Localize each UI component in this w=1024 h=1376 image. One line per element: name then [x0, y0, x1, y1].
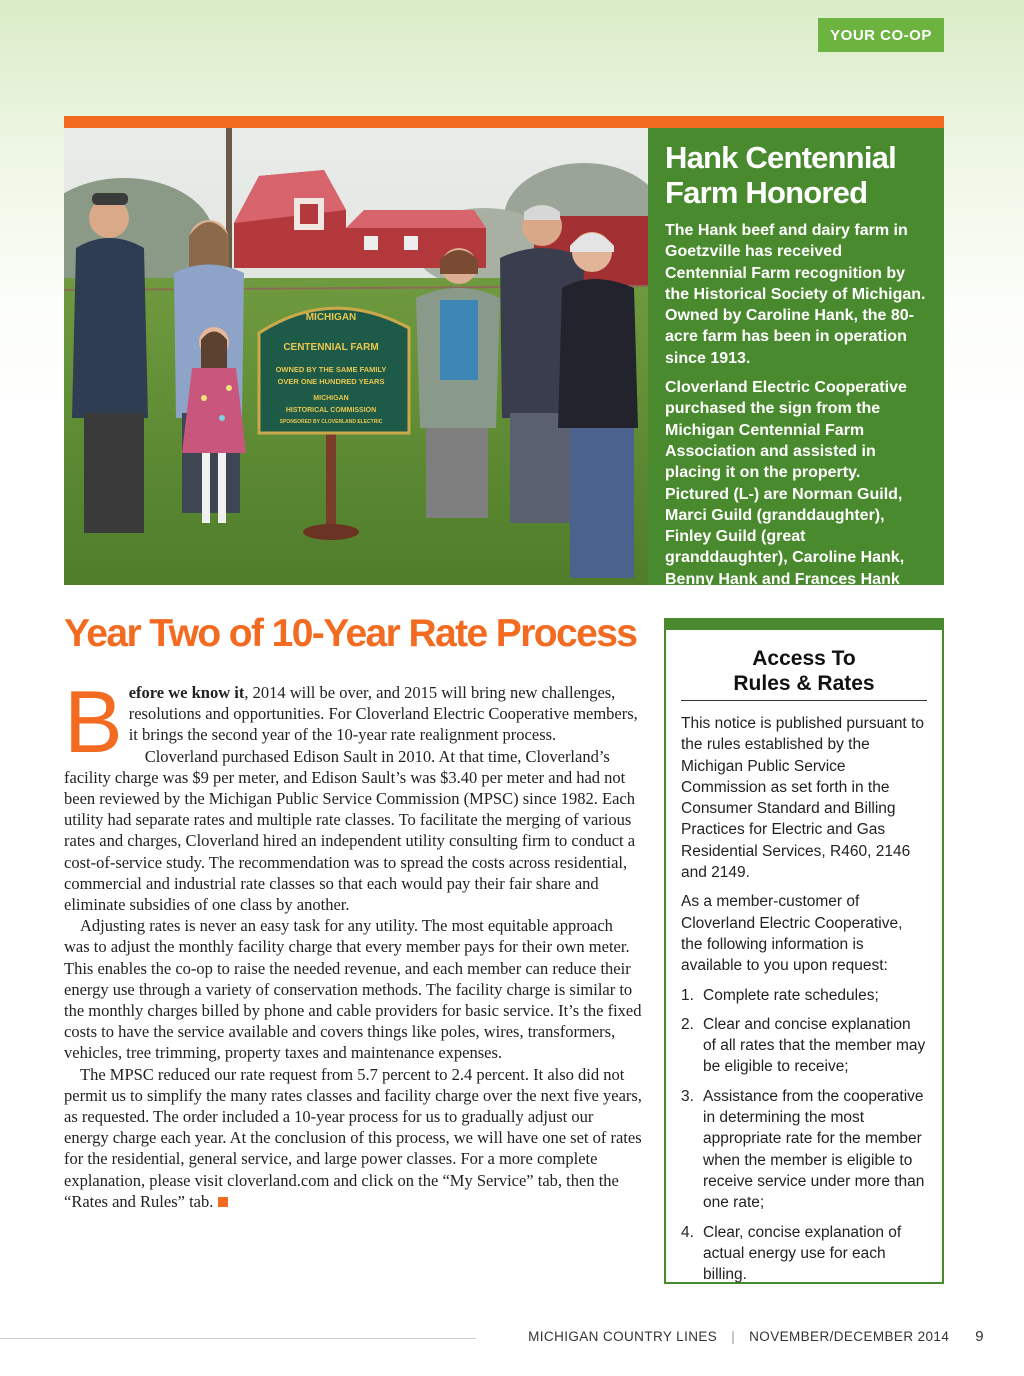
page-number: 9 [975, 1328, 984, 1345]
list-item [681, 985, 927, 1006]
end-of-article-mark [218, 1197, 228, 1207]
footer-separator: | [731, 1329, 736, 1344]
list-item-text: Assistance from the cooperative in determining the most appropriate rate for the member when the member is eligible to receive service under more than one rate; [703, 1087, 925, 1212]
rules-rates-sidebar [664, 618, 944, 1284]
list-item-text: Clear, concise explanation of actual energy use for each billing. [703, 1223, 902, 1284]
caption-paragraph: The Hank beef and dairy farm in Goetzville has received Centennial Farm recognition by the Historical Society of Michigan. Owned by Caroline Hank, the 80-acre farm has been in operation since 1913. [665, 222, 926, 367]
caption-title-line1: Hank Centennial [665, 140, 896, 175]
article-paragraph: Cloverland purchased Edison Sault in 2010. At that time, Cloverland’s facility charge was $9 per meter, and Edison Sault’s was $3.40 per meter and had not been reviewed by the Michigan Public Service Commission (MPSC) since 1982. Each utility had separate rates and multiple rate classes. To facilitate the merging of various rates and charges, Cloverland hired an independent utility consulting firm to conduct a cost-of-service study. The recommendation was to spread the costs across residential, commercial and industrial rate classes so that each would pay their fair share and eliminate subsidies of one class by another. [64, 746, 636, 915]
sidebar-paragraph: As a member-customer of Cloverland Electric Cooperative, the following information is available to you upon request: [681, 893, 903, 975]
list-item [681, 1014, 927, 1078]
section-tag: YOUR CO-OP [818, 18, 944, 52]
sidebar-title-line2: Rules & Rates [733, 672, 875, 695]
article-headline: Year Two of 10-Year Rate Process [64, 612, 637, 655]
list-item [681, 1086, 927, 1214]
list-item-text: Clear and concise explanation of all rates that the member may be eligible to receive; [703, 1015, 926, 1076]
list-item [681, 1222, 927, 1286]
article-lead-in: efore we know it [128, 683, 245, 702]
list-number: 2. [681, 1015, 694, 1033]
sidebar-title [681, 646, 927, 701]
sidebar-title-line1: Access To [752, 647, 856, 670]
footer-rule [0, 1338, 476, 1339]
sign-text-line: OWNED BY THE SAME FAMILY [275, 365, 387, 374]
sidebar-paragraph: This notice is published pursuant to the rules established by the Michigan Public Service Commission as set forth in the Consumer Standard and Billing Practices for Electric and Gas Residential Services, R460, 2146 and 2149. [681, 715, 924, 882]
list-number: 3. [681, 1087, 694, 1105]
article-paragraph-text: , 2014 will be over, and 2015 will bring new challenges, resolutions and opportunities. For Cloverland Electric Cooperative members, it brings the second year of the 10-year rate realignment process. [128, 683, 638, 745]
drop-cap: B [64, 672, 123, 771]
farm-photo [64, 128, 648, 585]
caption-paragraph: Cloverland Electric Cooperative purchased the sign from the Michigan Centennial Farm Association and assisted in placing it on the property. Pictured (L-) are Norman Guild, Marci Guild (granddaughter), Finley Guild (great granddaughter), Caroline Hank, Benny Hank and Frances Hank (daughter). [665, 379, 907, 610]
sign-text-line: SPONSORED BY CLOVERLAND ELECTRIC [279, 419, 383, 425]
sign-text-line: HISTORICAL COMMISSION [285, 407, 377, 414]
article-paragraph-text: The MPSC reduced our rate request from 5.7 percent to 2.4 percent. It also did not permit us to simplify the many rates classes and facility charge over the next five years, as requested. The order included a 10-year process for us to gradually adjust our energy charge each year. At the conclusion of this process, we will have one set of rates for the residential, general service, and large power classes. For a more complete explanation, please visit cloverland.com and click on the “My Service” tab, then the “Rates and Rules” tab. [64, 1064, 642, 1211]
sign-text-line: MICHIGAN [313, 395, 349, 402]
article-paragraph: Adjusting rates is never an easy task for any utility. The most equitable approach was to adjust the monthly facility charge that every member pays for their own meter. This enables the co-op to raise the needed revenue, and each member can reduce their energy use through a variety of conservation methods. The facility charge is similar to the monthly charges billed by phone and cable providers for basic service. It’s the fixed costs to have the service available and covers things like poles, wires, transformers, vehicles, tree trimming, property taxes and maintenance expenses. [64, 916, 642, 1063]
issue-date: NOVEMBER/DECEMBER 2014 [749, 1329, 950, 1344]
sign-text-line: MICHIGAN [305, 312, 357, 323]
page-footer [528, 1328, 984, 1345]
publication-name: MICHIGAN COUNTRY LINES [528, 1329, 718, 1344]
list-number: 4. [681, 1223, 694, 1241]
sign-text-line: CENTENNIAL FARM [283, 342, 379, 353]
caption-title [665, 140, 928, 210]
article-paragraph [64, 672, 642, 771]
article-paragraph [64, 1064, 642, 1212]
sign-text-line: OVER ONE HUNDRED YEARS [277, 377, 385, 386]
list-number: 1. [681, 986, 694, 1004]
caption-title-line2: Farm Honored [665, 175, 868, 210]
photo-caption-box [648, 128, 944, 610]
sidebar-list [681, 985, 927, 1286]
orange-accent-bar [64, 116, 944, 128]
article-body [64, 672, 642, 1212]
list-item-text: Complete rate schedules; [703, 986, 879, 1004]
